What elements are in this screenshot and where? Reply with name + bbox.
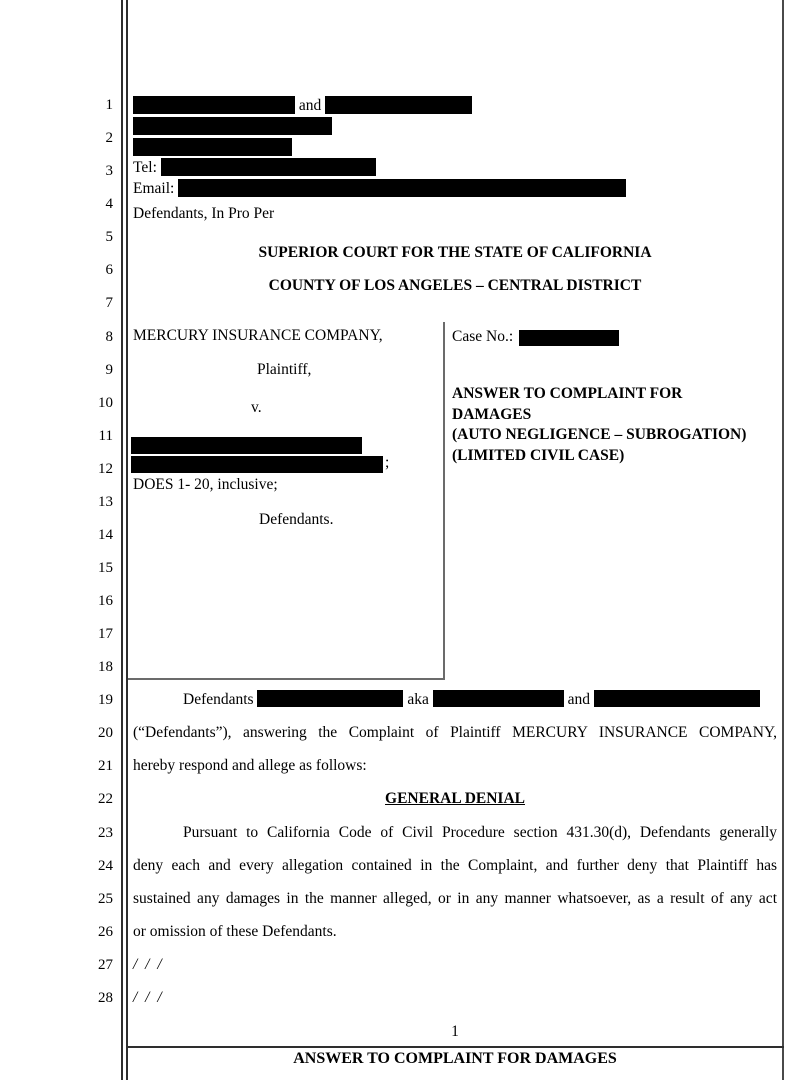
line-number: 23	[98, 825, 113, 841]
line-number: 16	[98, 593, 113, 609]
redaction-bar	[161, 158, 376, 176]
left-margin-rule-inner	[126, 0, 128, 1080]
caption-divider-line	[443, 322, 445, 679]
redaction-bar	[519, 330, 619, 346]
body-line-24: deny each and every allegation contained in the Complaint, and further deny that Plaintiff has	[133, 857, 777, 874]
aka-label: aka	[407, 691, 429, 708]
versus-label: v.	[251, 399, 262, 416]
line-number: 9	[105, 362, 113, 378]
and-label: and	[567, 691, 590, 708]
body-line-20: (“Defendants”), answering the Complaint of Plaintiff MERCURY INSURANCE COMPANY,	[133, 724, 777, 741]
document-title-line: (AUTO NEGLIGENCE – SUBROGATION)	[452, 426, 747, 444]
redaction-bar	[594, 690, 760, 707]
general-denial-heading-text: GENERAL DENIAL	[385, 790, 525, 807]
party-name-line	[133, 96, 783, 117]
line-number: 1	[105, 97, 113, 113]
line-number: 12	[98, 461, 113, 477]
redaction-bar	[133, 117, 332, 135]
line-number: 17	[98, 626, 113, 642]
page-number: 1	[451, 1023, 459, 1040]
body-line-26: or omission of these Defendants.	[133, 923, 337, 940]
redaction-bar	[433, 690, 564, 707]
body-line-19	[133, 690, 777, 710]
placeholder-slashes: / / /	[133, 989, 164, 1006]
document-title-line: (LIMITED CIVIL CASE)	[452, 446, 625, 464]
line-number: 4	[105, 196, 113, 212]
case-no-label: Case No.:	[452, 328, 514, 345]
line-number: 14	[98, 527, 113, 543]
defendants-label: Defendants.	[259, 511, 334, 528]
line-number: 22	[98, 791, 113, 807]
line-number: 18	[98, 659, 113, 675]
line-number: 8	[105, 329, 113, 345]
document-title-block	[452, 384, 782, 466]
pro-per-line: Defendants, In Pro Per	[133, 204, 275, 222]
party-address-block	[133, 96, 783, 225]
address-line-1	[133, 117, 783, 138]
semicolon: ;	[385, 454, 390, 471]
line-number: 5	[105, 229, 113, 245]
redaction-bar	[133, 96, 295, 114]
line-number: 10	[98, 395, 113, 411]
court-district-line: COUNTY OF LOS ANGELES – CENTRAL DISTRICT	[268, 277, 642, 294]
left-margin-rule-outer	[121, 0, 123, 1080]
does-line: DOES 1- 20, inclusive;	[133, 476, 278, 493]
line-number: 2	[105, 130, 113, 146]
placeholder-slashes: / / /	[133, 956, 164, 973]
line-number: 7	[105, 295, 113, 311]
caption-bottom-line	[128, 678, 445, 680]
tel-label: Tel:	[133, 159, 157, 177]
line-number: 13	[98, 494, 113, 510]
footer-rule	[128, 1046, 784, 1048]
line-number: 3	[105, 163, 113, 179]
redaction-bar	[257, 690, 403, 707]
line-number: 11	[98, 428, 113, 444]
redaction-bar	[178, 179, 626, 197]
telephone-line	[133, 158, 783, 179]
redaction-bar	[131, 456, 383, 473]
email-label: Email:	[133, 180, 175, 198]
line-number: 27	[98, 957, 113, 973]
defendants-lead: Defendants	[183, 691, 254, 708]
redaction-bar	[325, 96, 472, 114]
body-line-23: Pursuant to California Code of Civil Procedure section 431.30(d), Defendants generally	[183, 824, 777, 841]
court-name-line: SUPERIOR COURT FOR THE STATE OF CALIFORNIA	[258, 244, 652, 261]
email-line	[133, 179, 783, 200]
line-number: 19	[98, 692, 113, 708]
line-number: 21	[98, 758, 113, 774]
address-line-2	[133, 138, 783, 159]
document-title-line: DAMAGES	[452, 405, 532, 423]
body-line-21: hereby respond and allege as follows:	[133, 757, 367, 774]
line-number: 20	[98, 725, 113, 741]
line-number: 15	[98, 560, 113, 576]
redaction-bar	[133, 138, 292, 156]
body-line-25: sustained any damages in the manner alleged, or in any manner whatsoever, as a result of any act	[133, 890, 777, 907]
and-label: and	[298, 97, 322, 114]
line-number: 6	[105, 262, 113, 278]
redaction-bar	[131, 437, 362, 454]
plaintiff-name: MERCURY INSURANCE COMPANY,	[133, 327, 383, 344]
line-number: 24	[98, 858, 113, 874]
line-number: 26	[98, 924, 113, 940]
line-number: 28	[98, 990, 113, 1006]
plaintiff-label: Plaintiff,	[257, 361, 312, 378]
line-number: 25	[98, 891, 113, 907]
document-title-line: ANSWER TO COMPLAINT FOR	[452, 385, 683, 402]
footer-title: ANSWER TO COMPLAINT FOR DAMAGES	[293, 1050, 617, 1067]
general-denial-heading	[133, 789, 777, 809]
